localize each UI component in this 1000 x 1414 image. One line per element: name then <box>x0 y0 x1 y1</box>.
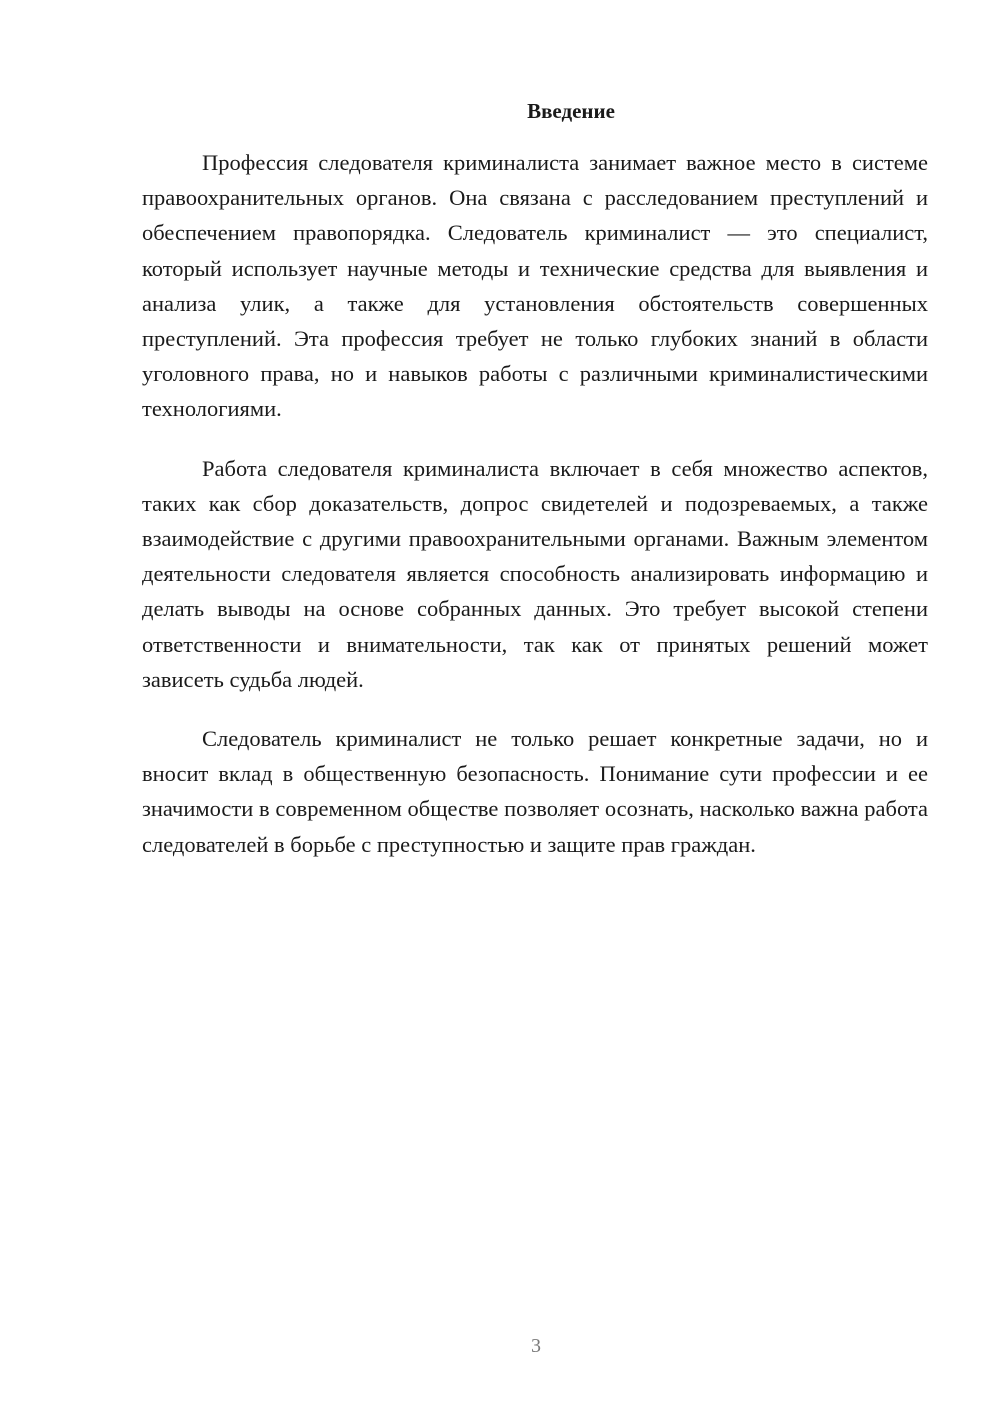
body-text <box>142 145 928 886</box>
paragraph-2: Работа следователя криминалиста включает в себя множество аспектов, таких как сбор доказательств, допрос свидетелей и подозреваемых, а также взаимодействие с другими правоохранительными органами. Важным элементом деятельности следователя является способность анализировать информацию и делать выводы на основе собранных данных. Это требует высокой степени ответственности и внимательности, так как от принятых решений может зависеть судьба людей. <box>142 455 928 692</box>
section-heading: Введение <box>527 99 615 123</box>
page-number: 3 <box>531 1335 541 1357</box>
paragraph-1: Профессия следователя криминалиста занимает важное место в системе правоохранительных органов. Она связана с расследованием преступлений и обеспечением правопорядка. Следователь криминалист — это специалист, который использует научные методы и технические средства для выявления и анализа улик, а также для установления обстоятельств совершенных преступлений. Эта профессия требует не только глубоких знаний в области уголовного права, но и навыков работы с различными криминалистическими технологиями. <box>142 150 928 422</box>
paragraph-3: Следователь криминалист не только решает конкретные задачи, но и вносит вклад в общественную безопасность. Понимание сути профессии и ее значимости в современном обществе позволяет осознать, насколько важна работа следователей в борьбе с преступностью и защите прав граждан. <box>142 726 928 857</box>
